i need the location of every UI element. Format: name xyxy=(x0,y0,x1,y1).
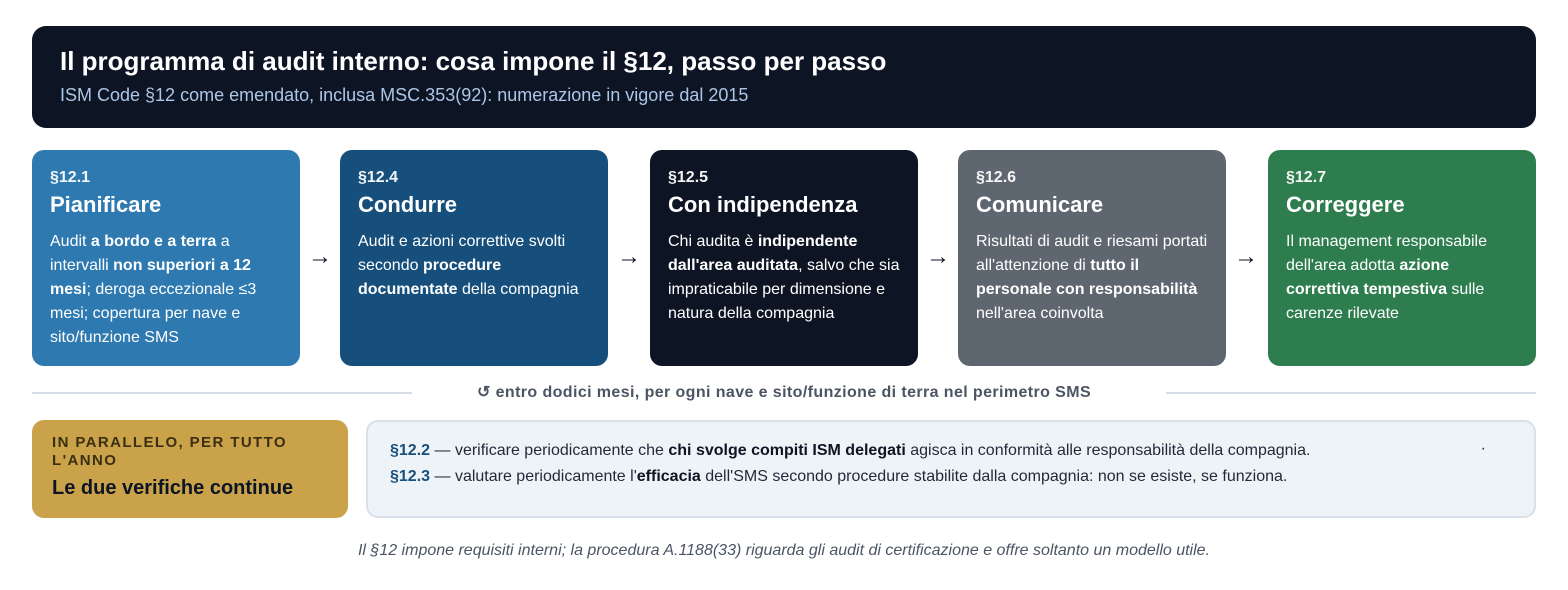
step-number: §12.1 xyxy=(50,169,91,186)
step-description xyxy=(668,230,900,326)
check-ref: §12.3 xyxy=(390,468,431,485)
step-card xyxy=(1268,150,1536,366)
arrow-right-icon: → xyxy=(617,243,641,270)
parallel-kicker: IN PARALLELO, PER TUTTO L'ANNO xyxy=(52,434,287,469)
step-number: §12.5 xyxy=(668,169,709,186)
step-card xyxy=(650,150,918,366)
step-text: a intervalli xyxy=(50,233,230,274)
continuous-checks xyxy=(366,420,1536,518)
bullet-dot: · xyxy=(1480,440,1486,457)
arrow-right-icon: → xyxy=(926,243,950,270)
check-line xyxy=(390,438,1512,464)
step-text: ; deroga eccezionale ≤3 mesi; copertura per nave e sito/funzione SMS xyxy=(50,281,257,346)
step-title: Correggere xyxy=(1286,192,1405,217)
check-line xyxy=(390,464,1512,490)
step-number: §12.6 xyxy=(976,169,1017,186)
footnote: Il §12 impone requisiti interni; la procedura A.1188(33) riguarda gli audit di certificazione e offre soltanto un modello utile. xyxy=(357,542,1211,559)
step-text: Chi audita è xyxy=(668,233,758,250)
check-text: — valutare periodicamente l' xyxy=(430,468,637,485)
parallel-title: Le due verifiche continue xyxy=(52,477,294,499)
step-card xyxy=(340,150,608,366)
check-text: — verificare periodicamente che xyxy=(430,442,669,459)
check-emphasis: chi svolge compiti ISM delegati xyxy=(668,442,906,459)
step-emphasis: procedure documentate xyxy=(358,257,502,298)
check-ref: §12.2 xyxy=(390,442,431,459)
cycle-label: ↺ entro dodici mesi, per ogni nave e sito/funzione di terra nel perimetro SMS xyxy=(463,384,1105,401)
step-card xyxy=(958,150,1226,366)
step-emphasis: tutto il personale con responsabilità xyxy=(976,257,1198,298)
cycle-row xyxy=(32,382,1536,404)
step-text: Risultati di audit e riesami portati all'attenzione di xyxy=(976,233,1208,274)
step-title: Con indipendenza xyxy=(668,192,858,217)
arrow-right-icon: → xyxy=(308,243,332,270)
process-steps xyxy=(32,150,1536,366)
step-text: nell'area coinvolta xyxy=(976,305,1104,322)
step-title: Pianificare xyxy=(50,192,162,217)
header-banner xyxy=(32,26,1536,128)
page-subtitle: ISM Code §12 come emendato, inclusa MSC.353(92): numerazione in vigore dal 2015 xyxy=(60,85,749,105)
step-title: Condurre xyxy=(358,192,457,217)
step-text: , salvo che sia impraticabile per dimensione e natura della compagnia xyxy=(668,257,900,322)
step-description xyxy=(50,230,282,350)
step-text: Audit e azioni correttive svolti secondo xyxy=(358,233,566,274)
step-number: §12.4 xyxy=(358,169,399,186)
check-emphasis: efficacia xyxy=(636,468,701,485)
page-title: Il programma di audit interno: cosa impone il §12, passo per passo xyxy=(60,46,887,76)
step-text: sulle carenze rilevate xyxy=(1286,281,1485,322)
step-title: Comunicare xyxy=(976,192,1104,217)
check-text: dell'SMS secondo procedure stabilite dalla compagnia: non se esiste, se funziona. xyxy=(700,468,1288,485)
arrow-right-icon: → xyxy=(1234,243,1258,270)
step-text: della compagnia xyxy=(457,281,579,298)
step-text: Audit xyxy=(50,233,91,250)
step-description xyxy=(976,230,1208,326)
step-emphasis: indipendente dall'area auditata xyxy=(668,233,858,274)
check-text: agisca in conformità alle responsabilità della compagnia. xyxy=(905,442,1311,459)
step-description xyxy=(358,230,590,302)
step-description xyxy=(1286,230,1518,326)
step-emphasis: a bordo e a terra xyxy=(90,233,217,250)
step-card xyxy=(32,150,300,366)
step-emphasis: azione correttiva tempestiva xyxy=(1286,257,1450,298)
step-text: Il management responsabile dell'area adotta xyxy=(1286,233,1488,274)
parallel-box xyxy=(32,420,348,518)
step-emphasis: non superiori a 12 mesi xyxy=(50,257,251,298)
step-number: §12.7 xyxy=(1286,169,1327,186)
